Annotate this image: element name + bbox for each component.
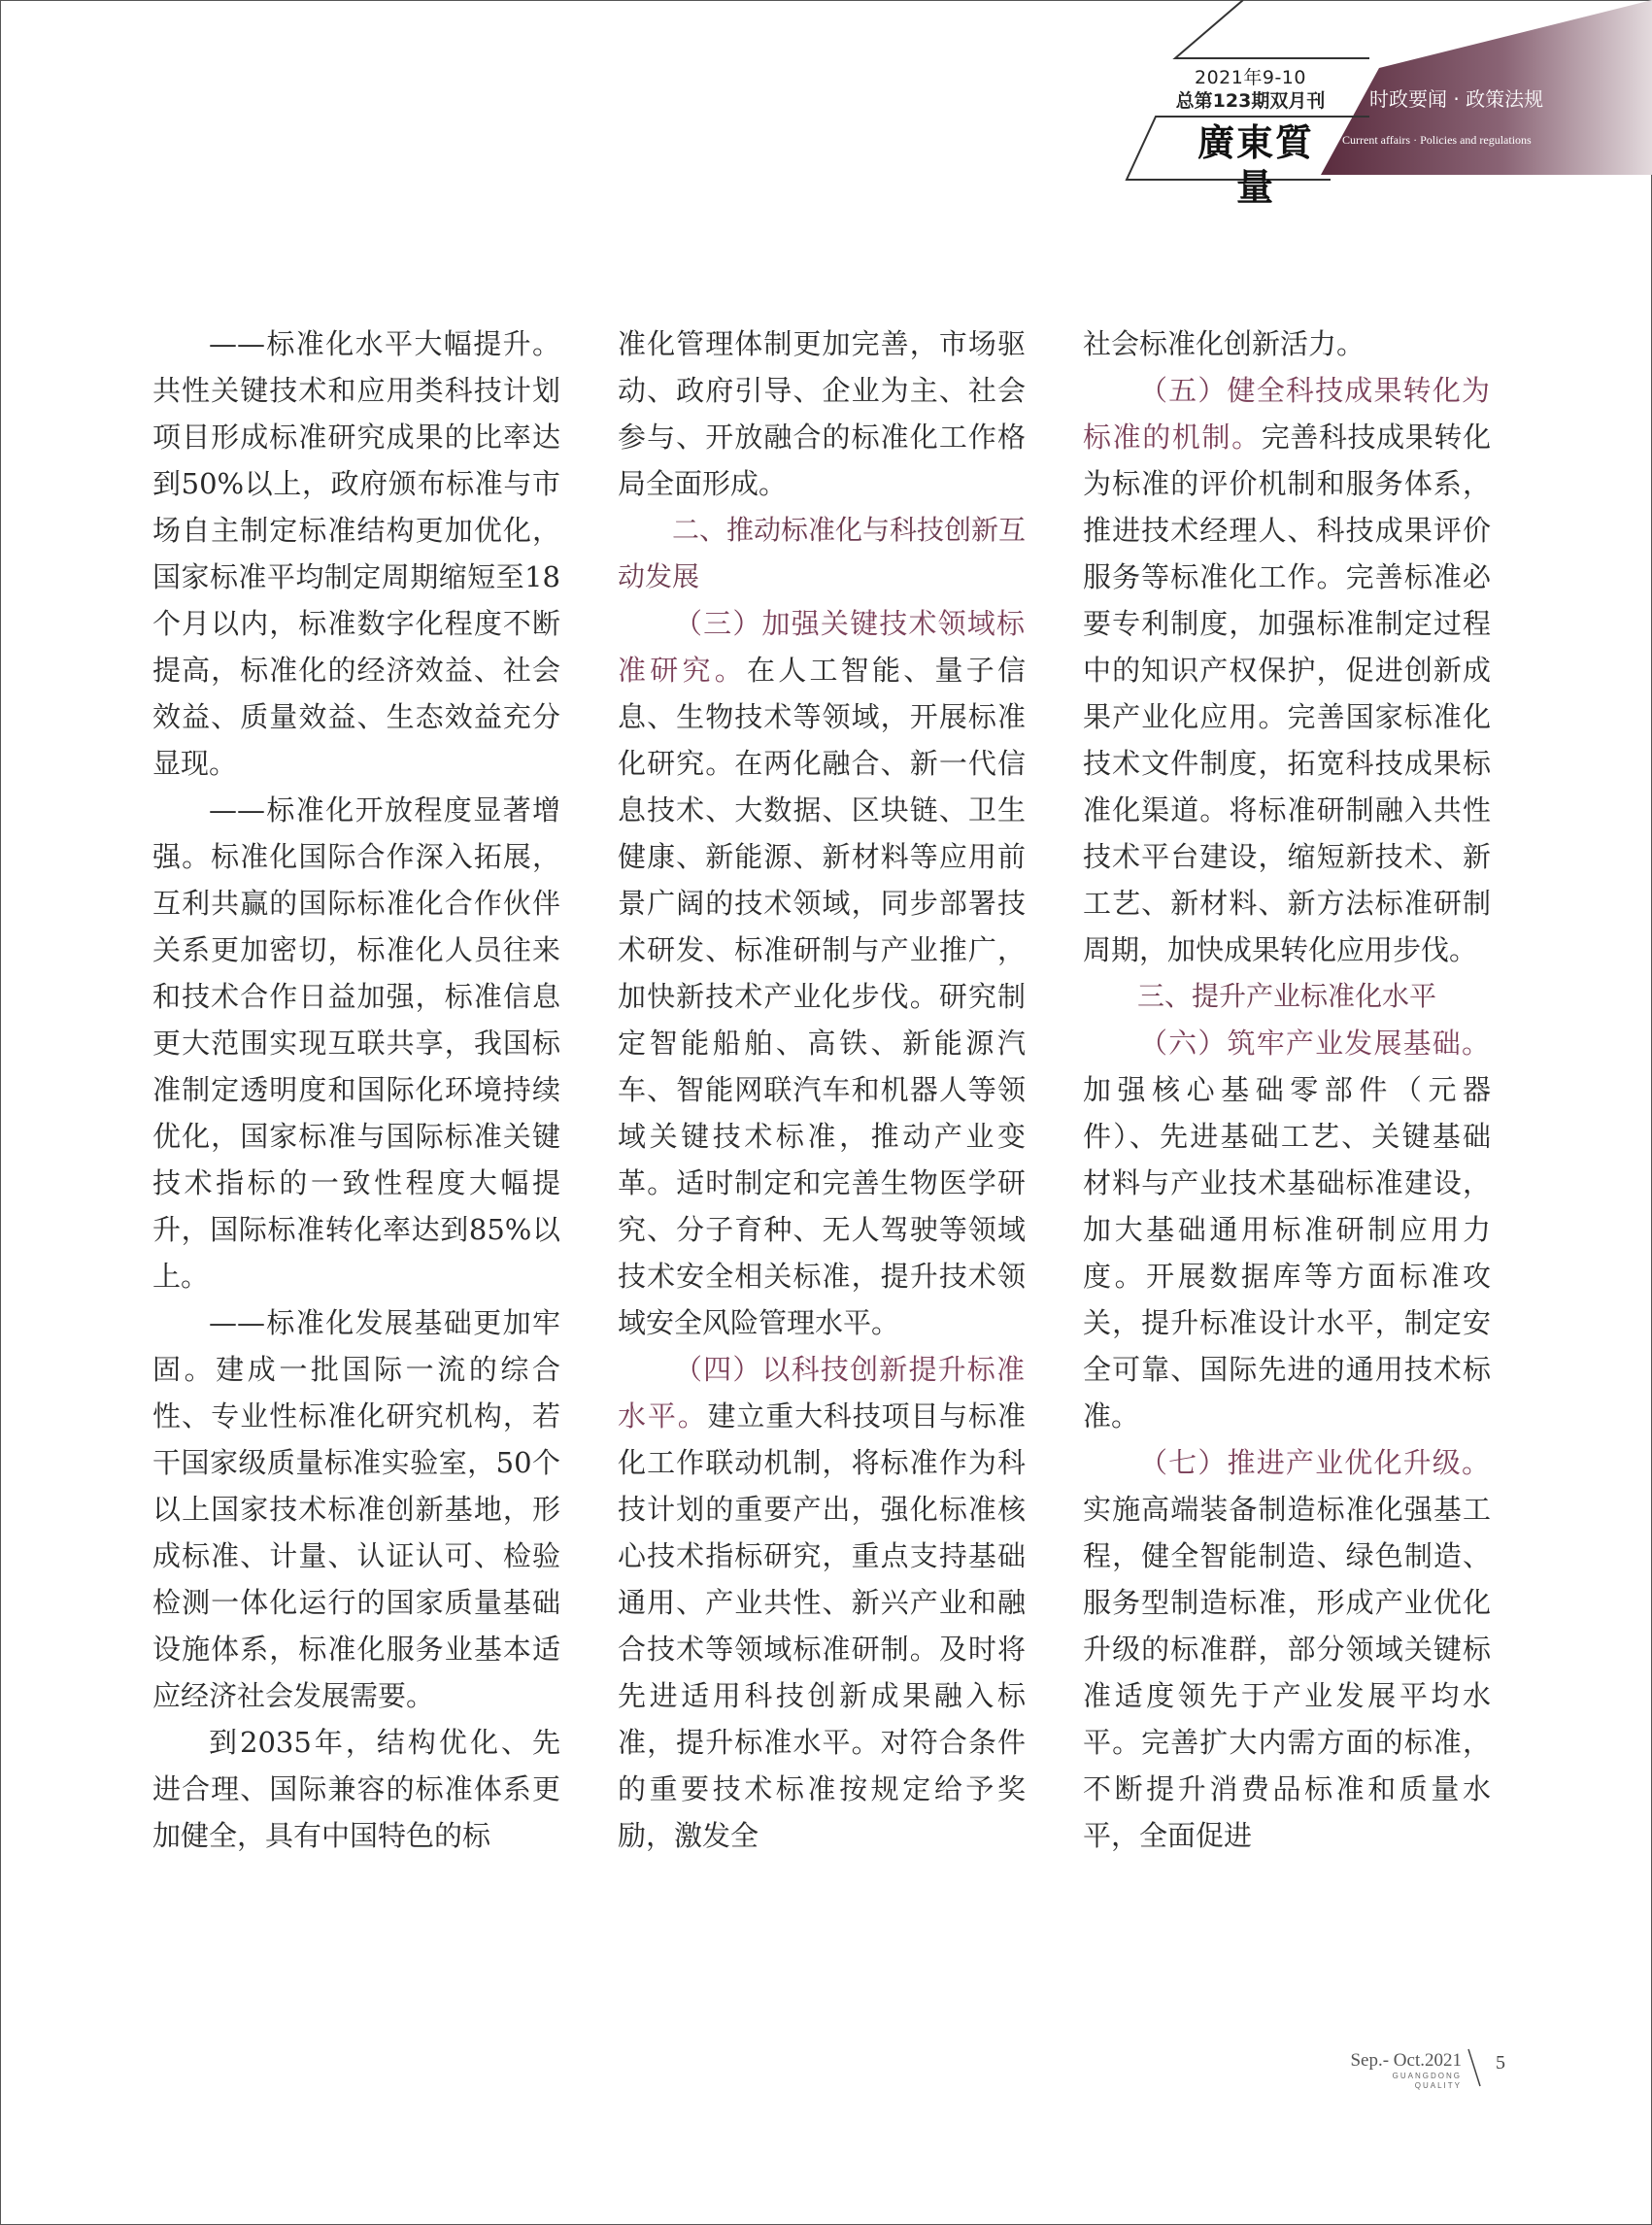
magazine-logo: 廣東質量	[1197, 120, 1314, 209]
paragraph-text: 加强核心基础零部件（元器件）、先进基础工艺、关键基础材料与产业技术基础标准建设，加大基础通用标准研制应用力度。开展数据库等方面标准攻关，提升标准设计水平，制定安全可靠、国际先进的通用技术标准。	[1083, 1073, 1491, 1433]
footer-magazine-name: GUANGDONG QUALITY	[1392, 2072, 1462, 2090]
paragraph	[618, 600, 1026, 1346]
paragraph: 准化管理体制更加完善，市场驱动、政府引导、企业为主、社会参与、开放融合的标准化工作格局全面形成。	[618, 327, 1026, 500]
section-heading: 三、提升产业标准化水平	[1136, 980, 1436, 1012]
subsection-heading: （四）以科技创新提升标准水平。	[618, 1353, 1026, 1433]
paragraph	[1083, 1020, 1491, 1439]
header-line	[1175, 0, 1369, 58]
section-title-en: Current affairs · Policies and regulations	[1342, 133, 1532, 147]
paragraph	[1083, 367, 1491, 973]
issue-info	[1146, 66, 1355, 113]
paragraph: ——标准化发展基础更加牢固。建成一批国际一流的综合性、专业性标准化研究机构，若干国家级质量标准实验室，50个以上国家技术标准创新基地，形成标准、计量、认证认可、检验检测一体化运行的国家质量基础设施体系，标准化服务业基本适应经济社会发展需要。	[152, 1306, 560, 1712]
text-column-1	[152, 320, 560, 1859]
text-column-3	[1083, 320, 1491, 1859]
subsection-heading: （五）健全科技成果转化为标准的机制。	[1083, 374, 1491, 454]
paragraph	[1083, 1439, 1491, 1859]
issue-number: 总第123期双月刊	[1175, 90, 1326, 112]
subsection-heading: （六）筑牢产业发展基础。	[1139, 1027, 1491, 1060]
paragraph: ——标准化开放程度显著增强。标准化国际合作深入拓展，互利共赢的国际标准化合作伙伴关系更加密切，标准化人员往来和技术合作日益加强，标准信息更大范围实现互联共享，我国标准制定透明度和国际化环境持续优化，国家标准与国际标准关键技术指标的一致性程度大幅提升，国际标准转化率达到85%以上。	[152, 793, 560, 1293]
section-title-cn: 时政要闻 · 政策法规	[1369, 87, 1544, 111]
paragraph: 社会标准化创新活力。	[1083, 327, 1365, 360]
text-column-2	[618, 320, 1026, 1859]
paragraph: 到2035年，结构优化、先进合理、国际兼容的标准体系更加健全，具有中国特色的标	[152, 1726, 560, 1852]
paragraph-text: 在人工智能、量子信息、生物技术等领域，开展标准化研究。在两化融合、新一代信息技术、大数据、区块链、卫生健康、新能源、新材料等应用前景广阔的技术领域，同步部署技术研发、标准研制与产业推广，加快新技术产业化步伐。研究制定智能船舶、高铁、新能源汽车、智能网联汽车和机器人等领域关键技术标准，推动产业变革。适时制定和完善生物医学研究、分子育种、无人驾驶等领域技术安全相关标准，提升技术领域安全风险管理水平。	[618, 654, 1026, 1339]
paragraph-text: 实施高端装备制造标准化强基工程，健全智能制造、绿色制造、服务型制造标准，形成产业优化升级的标准群，部分领域关键标准适度领先于产业发展平均水平。完善扩大内需方面的标准，不断提升消费品标准和质量水平，全面促进	[1083, 1493, 1491, 1852]
issue-date: 2021年9-10	[1195, 67, 1306, 88]
subsection-heading: （七）推进产业优化升级。	[1139, 1446, 1491, 1479]
paragraph-text: 完善科技成果转化为标准的评价机制和服务体系，推进技术经理人、科技成果评价服务等标准化工作。完善标准必要专利制度，加强标准制定过程中的知识产权保护，促进创新成果产业化应用。完善国家标准化技术文件制度，拓宽科技成果标准化渠道。将标准研制融入共性技术平台建设，缩短新技术、新工艺、新材料、新方法标准研制周期，加快成果转化应用步伐。	[1083, 421, 1491, 966]
subsection-heading: （三）加强关键技术领域标准研究。	[618, 607, 1026, 687]
footer-divider	[1467, 2047, 1482, 2088]
paragraph	[618, 1346, 1026, 1859]
section-heading: 二、推动标准化与科技创新互动发展	[618, 514, 1027, 592]
paragraph-text: 建立重大科技项目与标准化工作联动机制，将标准作为科技计划的重要产出，强化标准核心技术指标研究，重点支持基础通用、产业共性、新兴产业和融合技术等领域标准研制。及时将先进适用科技创新成果融入标准，提升标准水平。对符合条件的重要技术标准按规定给予奖励，激发全	[618, 1399, 1026, 1852]
page-number: 5	[1496, 2052, 1505, 2073]
paragraph: ——标准化水平大幅提升。共性关键技术和应用类科技计划项目形成标准研究成果的比率达到50%以上，政府颁布标准与市场自主制定标准结构更加优化，国家标准平均制定周期缩短至18个月以内，标准数字化程度不断提高，标准化的经济效益、社会效益、质量效益、生态效益充分显现。	[152, 327, 560, 780]
footer-date: Sep.- Oct.2021	[1350, 2050, 1462, 2071]
